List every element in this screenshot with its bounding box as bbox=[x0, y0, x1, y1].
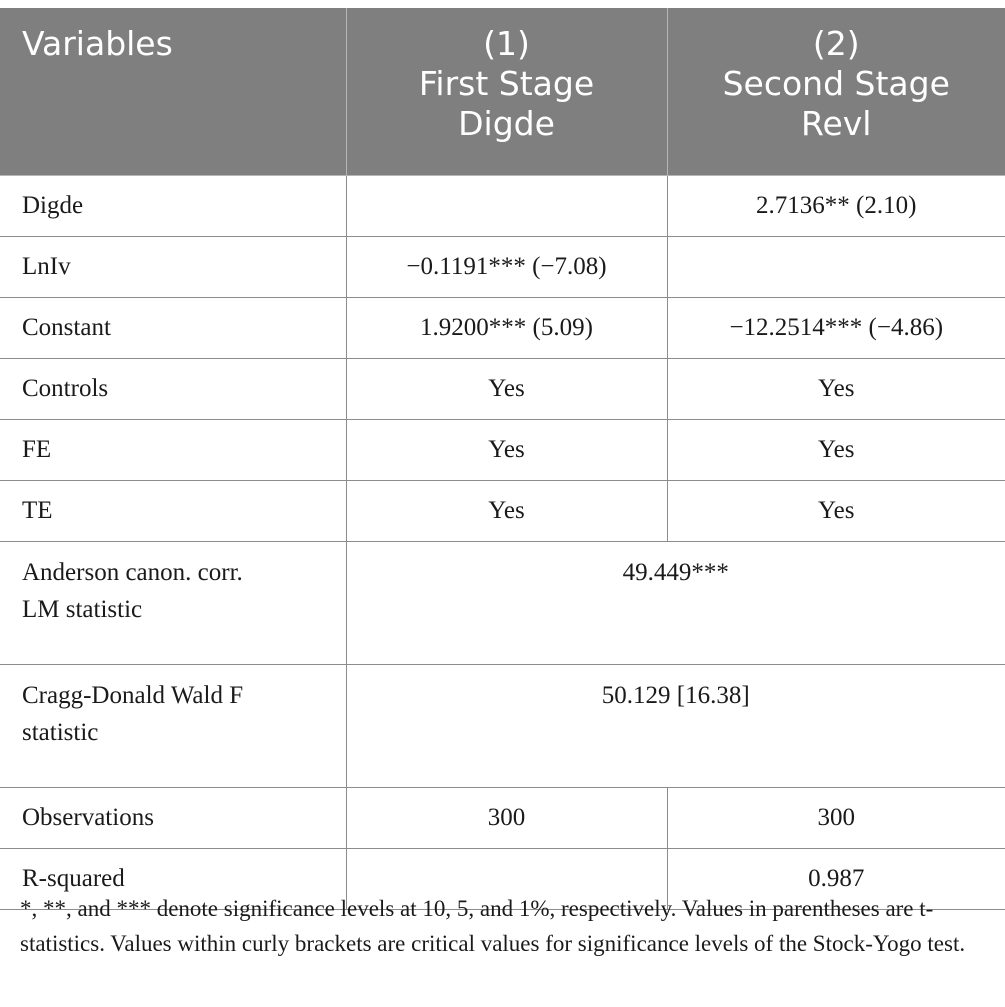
header-col1-number: (1) bbox=[483, 24, 530, 63]
cell-merged-statistic: 50.129 [16.38] bbox=[346, 665, 1005, 788]
row-label: Digde bbox=[0, 176, 346, 237]
table-row bbox=[0, 420, 1005, 481]
row-label bbox=[0, 542, 346, 665]
header-column-2 bbox=[667, 8, 1005, 176]
table-row bbox=[0, 176, 1005, 237]
header-variables: Variables bbox=[0, 8, 346, 176]
cell-second-stage: 2.7136** (2.10) bbox=[667, 176, 1005, 237]
cell-second-stage: −12.2514*** (−4.86) bbox=[667, 298, 1005, 359]
table-row bbox=[0, 298, 1005, 359]
row-label: Observations bbox=[0, 788, 346, 849]
row-label: R-squared bbox=[0, 849, 346, 910]
regression-table bbox=[0, 8, 1005, 910]
table-row bbox=[0, 788, 1005, 849]
row-label: TE bbox=[0, 481, 346, 542]
header-col2-dependent: Revl bbox=[801, 104, 872, 143]
table-row bbox=[0, 542, 1005, 665]
cell-merged-statistic: 49.449*** bbox=[346, 542, 1005, 665]
cell-first-stage: Yes bbox=[346, 359, 667, 420]
cell-second-stage: Yes bbox=[667, 359, 1005, 420]
header-col2-number: (2) bbox=[812, 24, 860, 63]
cell-second-stage: Yes bbox=[667, 481, 1005, 542]
cell-first-stage: 1.9200*** (5.09) bbox=[346, 298, 667, 359]
header-col1-stage: First Stage bbox=[418, 64, 595, 103]
cell-second-stage bbox=[667, 237, 1005, 298]
table-row bbox=[0, 359, 1005, 420]
cell-first-stage: Yes bbox=[346, 481, 667, 542]
cell-second-stage: 300 bbox=[667, 788, 1005, 849]
row-label: FE bbox=[0, 420, 346, 481]
cell-first-stage: Yes bbox=[346, 420, 667, 481]
row-label-line: LM statistic bbox=[22, 596, 143, 623]
cell-second-stage: Yes bbox=[667, 420, 1005, 481]
header-col1-dependent: Digde bbox=[458, 104, 555, 143]
row-label bbox=[0, 665, 346, 788]
header-row bbox=[0, 8, 1005, 176]
row-label-line: Anderson canon. corr. bbox=[22, 559, 243, 586]
table-row bbox=[0, 481, 1005, 542]
table-row bbox=[0, 237, 1005, 298]
header-column-1 bbox=[346, 8, 667, 176]
row-label: LnIv bbox=[0, 237, 346, 298]
cell-first-stage bbox=[346, 176, 667, 237]
row-label-line: Cragg-Donald Wald F bbox=[22, 682, 244, 709]
row-label: Constant bbox=[0, 298, 346, 359]
header-col2-stage: Second Stage bbox=[722, 64, 950, 103]
row-label-line: statistic bbox=[22, 719, 99, 746]
cell-second-stage: 0.987 bbox=[667, 849, 1005, 910]
cell-first-stage: 300 bbox=[346, 788, 667, 849]
cell-first-stage: −0.1191*** (−7.08) bbox=[346, 237, 667, 298]
table-footnote: *, **, and *** denote significance levels at 10, 5, and 1%, respectively. Values in parentheses are t-statistics. Values within curly brackets are critical values for significance levels of the Stock-Yogo test. bbox=[20, 896, 966, 956]
row-label: Controls bbox=[0, 359, 346, 420]
table-row bbox=[0, 665, 1005, 788]
